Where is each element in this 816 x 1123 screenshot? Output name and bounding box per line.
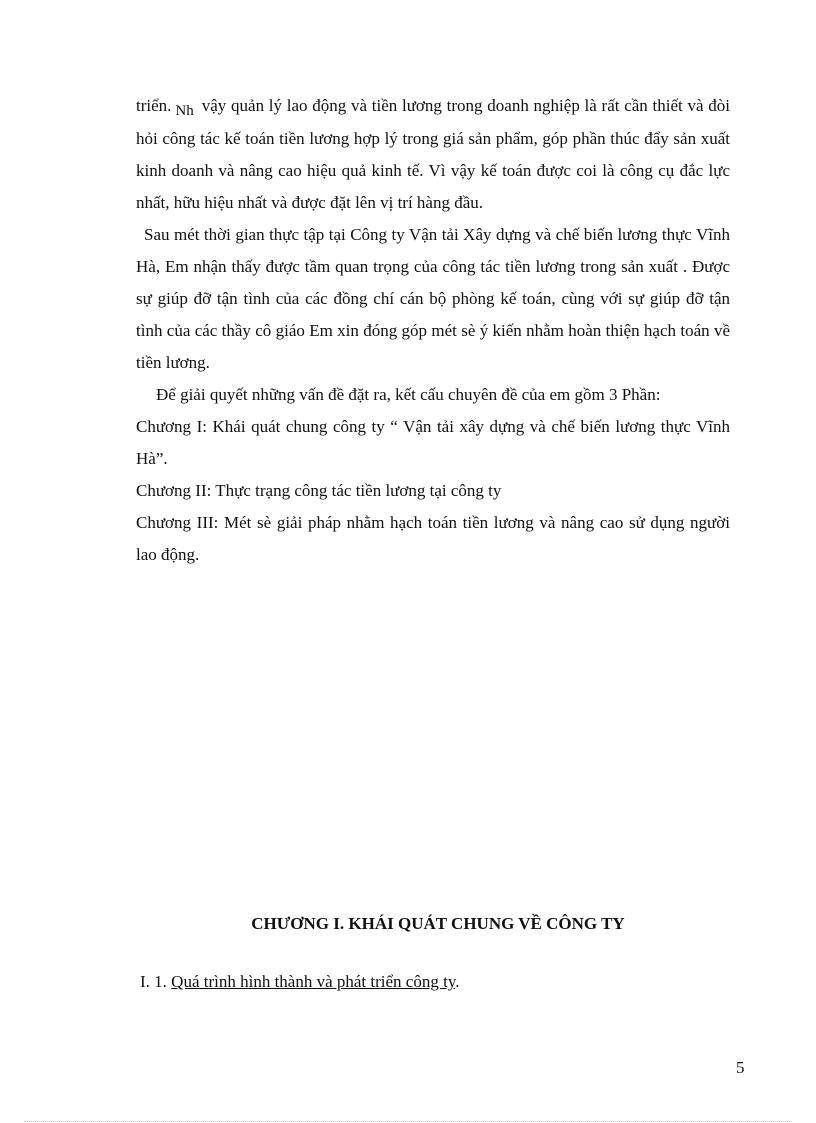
page-number: 5 <box>736 1058 745 1077</box>
paragraph-1-nh: Nh <box>175 103 194 119</box>
section-heading <box>140 968 459 996</box>
paragraph-1-start: triển. <box>136 96 172 115</box>
paragraph-3: Để giải quyết những vấn đề đặt ra, kết cấu chuyên đề của em gồm 3 Phần: <box>156 385 661 404</box>
chapter-2-outline: Chương II: Thực trạng công tác tiền lương tại công ty <box>136 481 502 500</box>
section-title: Quá trình hình thành và phát triển công ty <box>171 972 456 991</box>
chapter-1-outline: Chương I: Khái quát chung công ty “ Vận tải xây dựng và chế biến lương thực Vĩnh Hà”. <box>136 417 730 468</box>
paragraph-2: Sau mét thời gian thực tập tại Công ty Vận tải Xây dựng và chế biến lương thực Vĩnh Hà, Em nhận thấy được tầm quan trọng của công tác tiền lương trong sản xuất . Được sự giúp đỡ tận tình của các đồng chí cán bộ phòng kế toán, cùng với sự giúp đỡ tận tình của các thầy cô giáo Em xin đóng góp mét sè ý kiến nhằm hoàn thiện hạch toán về tiền lương. <box>136 225 730 372</box>
chapter-3-outline: Chương III: Mét sè giải pháp nhằm hạch toán tiền lương và nâng cao sử dụng người lao động. <box>136 513 730 564</box>
paragraph-1-rest: vậy quản lý lao động và tiền lương trong doanh nghiệp là rất cần thiết và đòi hỏi công tác kế toán tiền lương hợp lý trong giá sản phẩm, góp phần thúc đẩy sản xuất kinh doanh và nâng cao hiệu quả kinh tế. Vì vậy kế toán được coi là công cụ đắc lực nhất, hữu hiệu nhất và được đặt lên vị trí hàng đầu. <box>136 96 730 212</box>
chapter-heading: CHƯƠNG I. KHÁI QUÁT CHUNG VỀ CÔNG TY <box>251 914 625 933</box>
section-title-end: . <box>455 972 460 991</box>
paragraph-1 <box>136 90 730 219</box>
body-text <box>136 90 730 571</box>
section-number: I. 1. <box>140 972 167 991</box>
page-bottom-divider <box>24 1121 792 1122</box>
